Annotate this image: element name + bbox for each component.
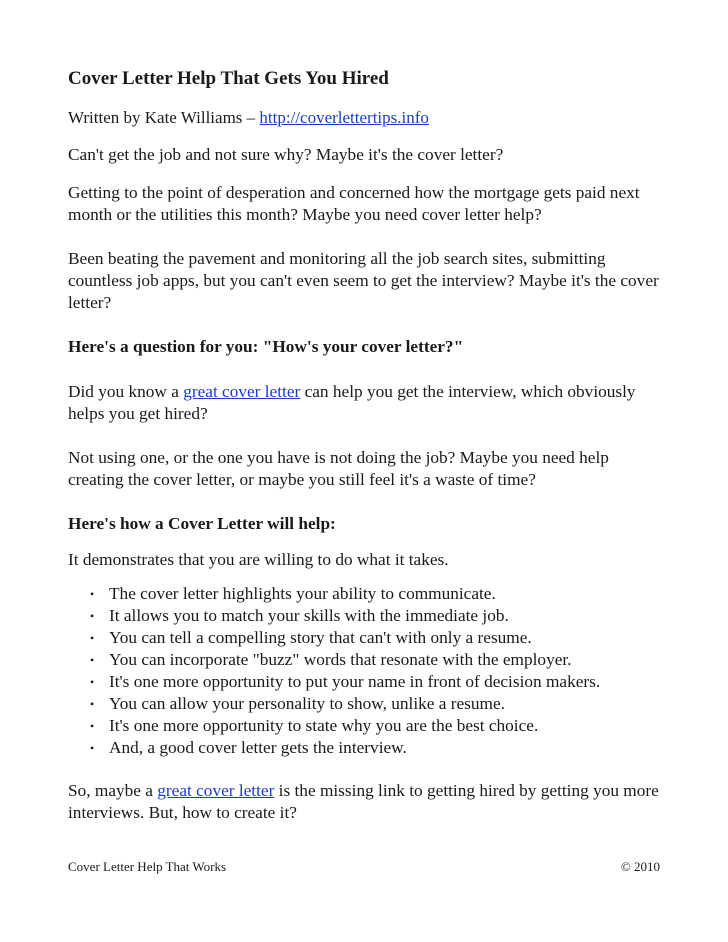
list-item <box>68 627 668 649</box>
document-body <box>68 66 668 824</box>
list-item-text: It allows you to match your skills with the immediate job. <box>109 606 509 625</box>
list-item <box>68 671 668 693</box>
footer-title: Cover Letter Help That Works <box>68 859 227 874</box>
list-item <box>68 583 668 605</box>
website-link[interactable]: http://coverlettertips.info <box>259 108 429 127</box>
benefits-list <box>68 583 668 759</box>
paragraph-demonstrates: It demonstrates that you are willing to do what it takes. <box>68 550 449 569</box>
paragraph-missing-link <box>68 780 668 824</box>
paragraph-intro: Can't get the job and not sure why? Maybe it's the cover letter? <box>68 145 504 164</box>
bullet-icon: • <box>90 587 95 601</box>
list-item <box>68 715 668 737</box>
paragraph-missing-link-start: So, maybe a <box>68 781 158 800</box>
list-item <box>68 737 668 759</box>
list-item <box>68 605 668 627</box>
bullet-icon: • <box>90 675 95 689</box>
paragraph-not-using: Not using one, or the one you have is not doing the job? Maybe you need help creating the cover letter, or maybe you still feel it's a waste of time? <box>68 448 609 489</box>
bullet-icon: • <box>90 697 95 711</box>
list-item <box>68 649 668 671</box>
list-item-text: You can incorporate "buzz" words that resonate with the employer. <box>109 650 572 669</box>
heading-question: Here's a question for you: "How's your cover letter?" <box>68 337 464 356</box>
bullet-icon: • <box>90 609 95 623</box>
page-title: Cover Letter Help That Gets You Hired <box>68 68 389 89</box>
paragraph-missing-link-end: is the missing link to getting hired by getting you more interviews. But, how to create it? <box>68 781 659 822</box>
byline <box>68 107 668 129</box>
bullet-icon: • <box>90 719 95 733</box>
list-item-text: The cover letter highlights your ability to communicate. <box>109 584 496 603</box>
list-item-text: And, a good cover letter gets the interview. <box>109 738 407 757</box>
list-item-text: It's one more opportunity to state why you are the best choice. <box>109 716 539 735</box>
footer-copyright: © 2010 <box>620 859 660 874</box>
heading-how-it-helps: Here's how a Cover Letter will help: <box>68 514 336 533</box>
page-footer <box>68 859 660 875</box>
paragraph-job-search: Been beating the pavement and monitoring all the job search sites, submitting countless job apps, but you can't even seem to get the interview? Maybe it's the cover letter? <box>68 249 659 312</box>
bullet-icon: • <box>90 653 95 667</box>
bullet-icon: • <box>90 741 95 755</box>
paragraph-desperation: Getting to the point of desperation and concerned how the mortgage gets paid next month or the utilities this month? Maybe you need cover letter help? <box>68 183 640 224</box>
list-item-text: It's one more opportunity to put your name in front of decision makers. <box>109 672 601 691</box>
list-item-text: You can allow your personality to show, unlike a resume. <box>109 694 505 713</box>
paragraph-did-you-know-start: Did you know a <box>68 382 184 401</box>
list-item-text: You can tell a compelling story that can't with only a resume. <box>109 628 532 647</box>
great-cover-letter-link-2[interactable]: great cover letter <box>157 781 275 800</box>
byline-author: Written by Kate Williams – <box>68 108 260 127</box>
great-cover-letter-link[interactable]: great cover letter <box>183 382 301 401</box>
paragraph-did-you-know <box>68 381 668 425</box>
bullet-icon: • <box>90 631 95 645</box>
paragraph-did-you-know-end: can help you get the interview, which obviously helps you get hired? <box>68 382 636 423</box>
list-item <box>68 693 668 715</box>
